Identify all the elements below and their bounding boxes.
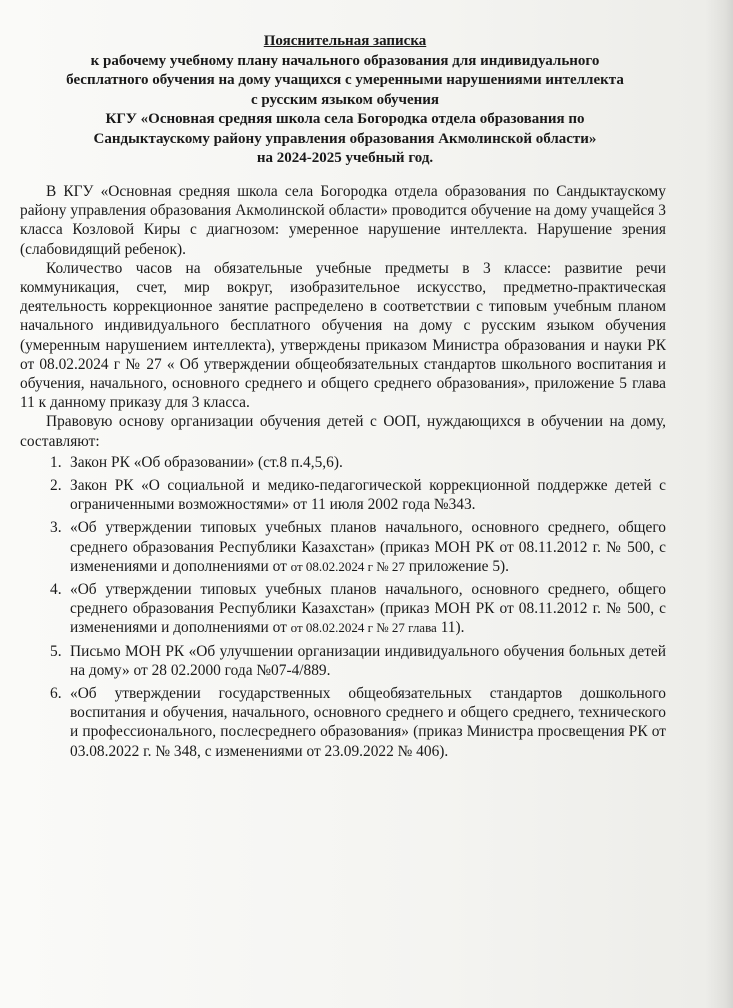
header-line-5: КГУ «Основная средняя школа села Богородка отдела образования по (105, 111, 585, 127)
list-item: 5. Письмо МОН РК «Об улучшении организации индивидуального обучения больных детей на дому» от 28 02.2000 года №07-4/889. (50, 642, 666, 679)
list-item: 4. «Об утверждении типовых учебных планов начального, основного среднего, общего среднего образования Республики Казахстан» (приказ МОН РК от 08.11.2012 г. № 500, с изменениями и дополнениями от от 08.02.2024 г № 27 глава 11). (50, 581, 666, 637)
header-line-3: бесплатного обучения на дому учащихся с умеренными нарушениями интеллекта (66, 72, 624, 88)
page-edge-shadow (705, 0, 733, 1008)
header-line-6: Сандыктаускому району управления образования Акмолинской области» (93, 130, 597, 147)
list-item: 3. «Об утверждении типовых учебных планов начального, основного среднего, общего среднего образования Республики Казахстан» (приказ МОН РК от 08.11.2012 г. № 500, с изменениями и дополнениями от от 08.02.2024 г № 27 приложение 5). (50, 519, 666, 575)
header-line-2: к рабочему учебному плану начального образования для индивидуального (90, 52, 600, 69)
document-title: Пояснительная записка (263, 33, 427, 49)
paragraph-hours: Количество часов на обязательные учебные предметы в 3 классе: развитие речи коммуникация, счет, мир вокруг, изобразительное искусство, предметно-практическая деятельность коррекционное занятие распределено в соответствии с типовым учебным планом начального индивидуального бесплатного обучения на дому с русским языком обучения (умеренным нарушением интеллекта), утверждены приказом Министра образования и науки РК от 08.02.2024 г № 27 « Об утверждении общеобязательных стандартов школьного воспитания и обучения, начального, основного среднего и общего среднего образования», приложение 5 глава 11 к данному приказу для 3 класса. (20, 259, 666, 412)
document-body (20, 182, 666, 765)
list-item: 6. «Об утверждении государственных общеобязательных стандартов дошкольного воспитания и обучения, начального, основного среднего и общего среднего, технического и профессионального, послесреднего образования» (приказ Министра просвещения РК от 03.08.2022 г. № 348, с изменениями от 23.09.2022 № 406). (50, 685, 666, 760)
document-header (20, 32, 670, 169)
legal-basis-list (20, 453, 666, 761)
list-item: 1. Закон РК «Об образовании» (ст.8 п.4,5,6). (50, 453, 343, 471)
paragraph-legal-basis: Правовую основу организации обучения детей с ООП, нуждающихся в обучении на дому, составляют: (20, 413, 666, 450)
list-item: 2. Закон РК «О социальной и медико-педагогической коррекционной поддержке детей с ограниченными возможностями» от 11 июля 2002 года №343. (50, 477, 666, 514)
header-line-7: на 2024-2025 учебный год. (256, 150, 434, 166)
header-line-4: с русским языком обучения (250, 91, 440, 108)
paragraph-intro: В КГУ «Основная средняя школа села Богородка отдела образования по Сандыктаускому району управления образования Акмолинской области» проводится обучение на дому учащейся 3 класса Козловой Киры с диагнозом: умеренное нарушение интеллекта. Нарушение зрения (слабовидящий ребенок). (20, 183, 666, 258)
